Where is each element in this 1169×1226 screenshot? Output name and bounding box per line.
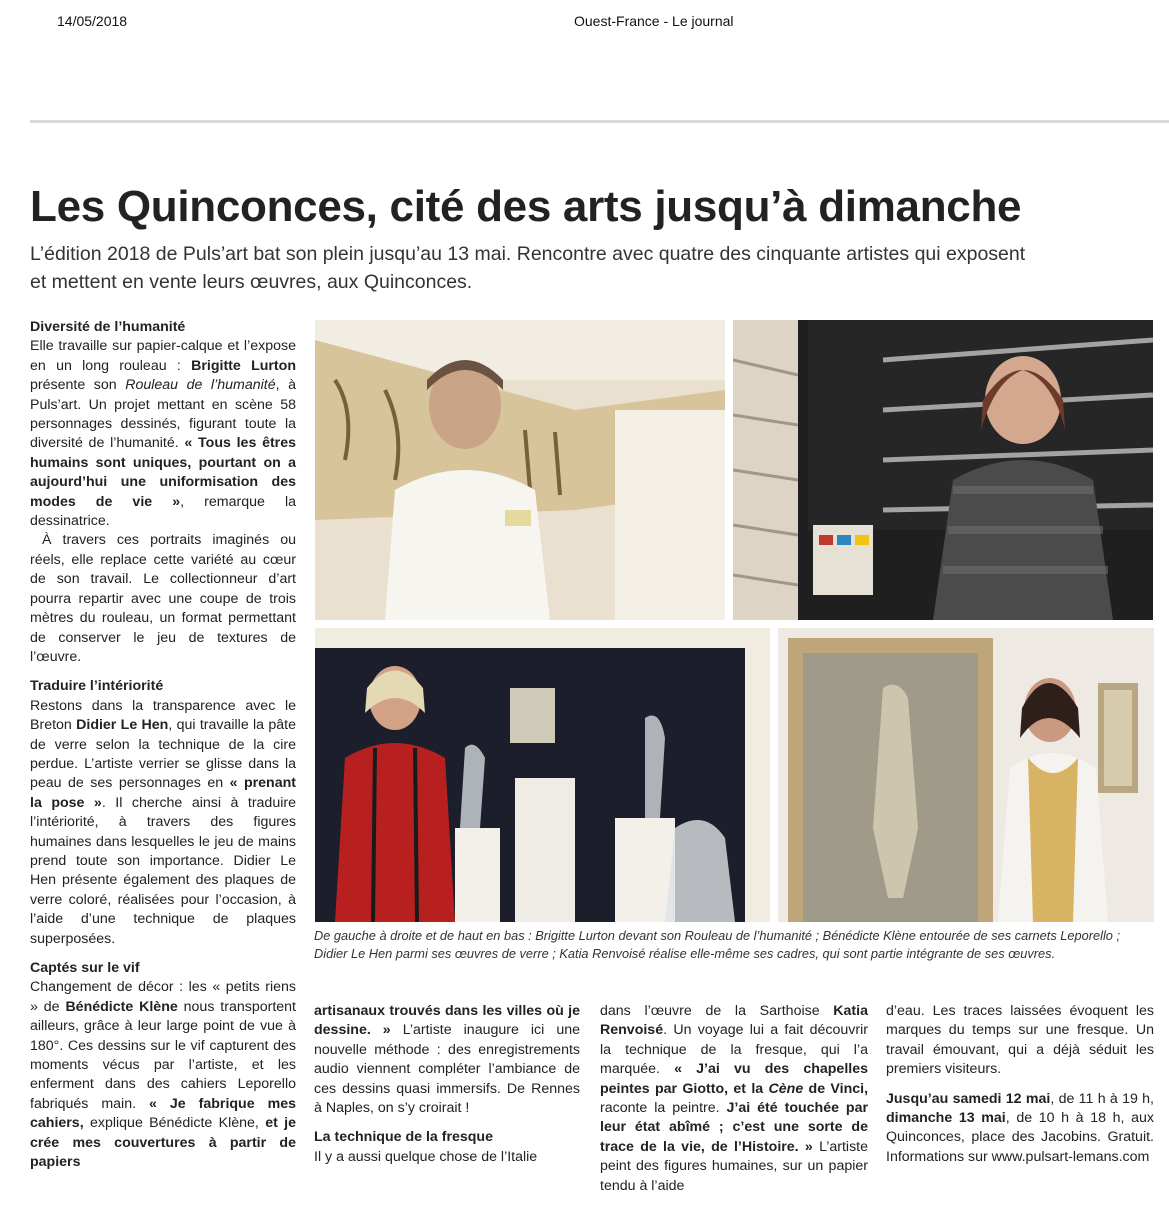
section-title-1: Diversité de l’humanité xyxy=(30,319,186,335)
text-column-4 xyxy=(886,1002,1154,1167)
text-column-2 xyxy=(314,1002,580,1167)
header-divider xyxy=(30,120,1169,123)
paragraph-3: Restons dans la transparence avec le Breton Didier Le Hen, qui travaille la pâte de verre selon la technique de la cire perdue. L’artiste verrier se glisse dans la peau de ses personnages en « prenant la pose ». Il cherche ainsi à traduire l’intériorité, à travers des figures humaines dans lesquelles le jeu de mains prend toute son importance. Didier Le Hen présente également des plaques de verre coloré, réalisées pour l’occasion, à l’aide d’une technique de plaques superposées. xyxy=(30,697,297,947)
section-title-3: Captés sur le vif xyxy=(30,960,140,976)
paragraph-5: artisanaux trouvés dans les villes où je dessine. » L’artiste inaugure ici une nouvelle méthode : des enregistrements audio viennent compléter l’ambiance de ces dessins quasi immersifs. De Rennes à Naples, on s’y croirait ! xyxy=(314,1003,580,1117)
photo-katia-renvoise-image xyxy=(778,628,1154,922)
photo-benedicte-klene-image xyxy=(733,320,1153,620)
article-lede: L’édition 2018 de Puls’art bat son plein jusqu’au 13 mai. Rencontre avec quatre des cinquante artistes qui exposent et mettent en vente leurs œuvres, aux Quinconces. xyxy=(30,243,1026,293)
photo-brigitte-lurton xyxy=(315,320,725,620)
paragraph-1: Elle travaille sur papier-calque et l’expose en un long rouleau : Brigitte Lurton présente son Rouleau de l’humanité, à Puls’art. Un projet mettant en scène 58 personnages dessinés, figurant toute la diversité de l’humanité. « Tous les êtres humains sont uniques, pourtant on a aujourd’hui une uniformisation des modes de vie », remarque la dessinatrice. xyxy=(30,338,296,530)
photo-benedicte-klene xyxy=(733,320,1153,620)
section-title-2: Traduire l’intériorité xyxy=(30,678,164,695)
photo-brigitte-lurton-image xyxy=(315,320,725,620)
section-title-4: La technique de la fresque xyxy=(314,1129,493,1146)
paragraph-8: d’eau. Les traces laissées évoquent les marques du temps sur une fresque. Un travail émouvant, qui a déjà séduit les premiers visiteurs. xyxy=(886,1003,1154,1078)
paragraph-6: Il y a aussi quelque chose de l’Italie xyxy=(314,1148,538,1165)
print-source: Ouest-France - Le journal xyxy=(574,13,734,29)
photo-didier-le-hen xyxy=(315,628,770,922)
print-date: 14/05/2018 xyxy=(57,13,128,29)
paragraph-7: dans l’œuvre de la Sarthoise Katia Renvoisé. Un voyage lui a fait découvrir la technique de la fresque, qui l’a marquée. « J’ai vu des chapelles peintes par Giotto, et la Cène de Vinci, raconte la peintre. J’ai été touchée par leur état abîmé ; c’est une sorte de trace de la vie, de l’Histoire. » L’artiste peint des figures humaines, sur un papier tendu à l’aide xyxy=(600,1003,869,1194)
photo-didier-le-hen-image xyxy=(315,628,770,922)
event-info: Jusqu’au samedi 12 mai, de 11 h à 19 h, dimanche 13 mai, de 10 h à 18 h, aux Quinconces, place des Jacobins. Gratuit. Informations sur www.pulsart-lemans.com xyxy=(886,1090,1154,1165)
text-column-3 xyxy=(600,1002,868,1196)
photo-katia-renvoise xyxy=(778,628,1154,922)
article-headline: Les Quinconces, cité des arts jusqu’à dimanche xyxy=(30,182,1022,231)
photo-caption: De gauche à droite et de haut en bas : Brigitte Lurton devant son Rouleau de l’humanité ; Bénédicte Klène entourée de ses carnets Leporello ; Didier Le Hen parmi ses œuvres de verre ; Katia Renvoisé réalise elle-même ses cadres, qui sont partie intégrante de ses œuvres. xyxy=(314,928,1121,961)
text-column-1 xyxy=(30,318,296,1172)
paragraph-4: Changement de décor : les « petits riens » de Bénédicte Klène nous transportent ailleurs, grâce à leur large point de vue à 180°. Ces dessins sur le vif capturent des moments vécus par l’artiste, et les enferment dans des cahiers Leporello fabriqués main. « Je fabrique mes cahiers, explique Bénédicte Klène, et je crée mes couvertures à partir de papiers xyxy=(30,979,296,1171)
paragraph-2: À travers ces portraits imaginés ou réels, elle replace cette variété au cœur de son travail. Le collectionneur d’art pourra repartir avec une coupe de trois mètres du rouleau, un format permettant de conserver le jeu de textures de l’œuvre. xyxy=(30,532,296,665)
